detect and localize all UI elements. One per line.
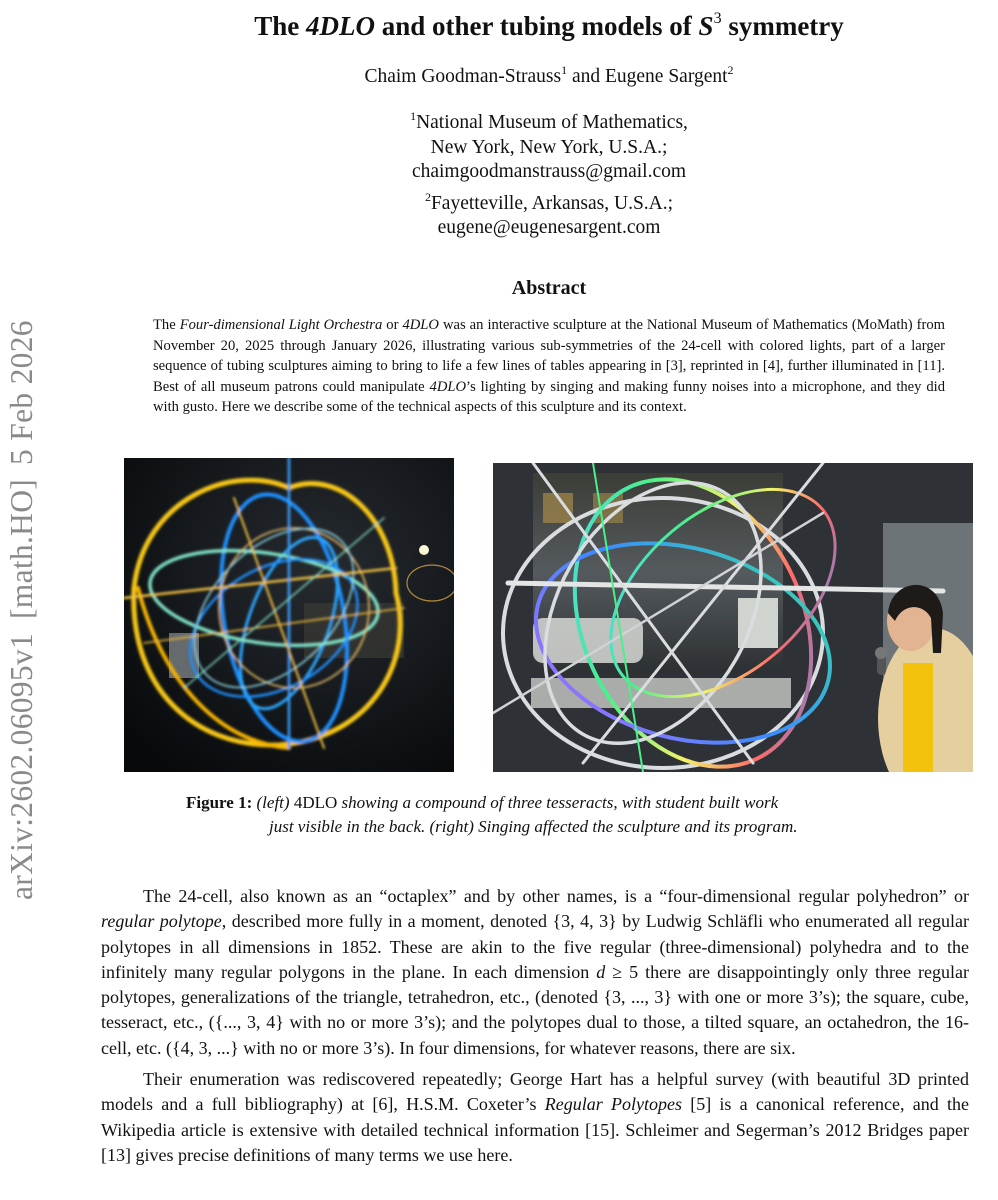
paragraph [101, 1067, 969, 1168]
title-italic-4dlo: 4DLO [305, 11, 375, 41]
sculpture-yellow-blue-illustration [124, 458, 454, 772]
affiliation-1-line1 [0, 104, 998, 136]
figure1-right-photo [493, 463, 973, 772]
text-segment-italic: d [596, 961, 606, 982]
body-text [101, 884, 969, 1174]
figure1-left-photo [124, 458, 454, 772]
affiliation-1-email: chaimgoodmanstrauss@gmail.com [411, 161, 687, 182]
abstract-text [153, 315, 945, 418]
affil-text: Fayetteville, Arkansas, U.S.A.; [430, 192, 674, 214]
author-joiner: and [567, 66, 605, 87]
arxiv-identifier-stamp [4, 306, 40, 900]
text-segment: , described more fully in a moment, denoted {3, 4, 3} by Ludwig Schläfli who enumerated all regular polytopes in all dimensions in 1852. These are akin to the five regular (three-dimensional) polyhedra and to the infinitely many regular polygons in the plane. In each dimension [101, 911, 969, 982]
affil-text: National Museum of Mathematics, [416, 112, 688, 133]
caption-segment: 4DLO [289, 793, 342, 812]
caption-segment: showing a compound of three tesseracts, with student built work [341, 793, 779, 812]
abstract-segment: or [382, 317, 403, 333]
author-list [0, 57, 998, 90]
author-name: Chaim Goodman-Strauss [364, 66, 562, 87]
abstract-segment: The [153, 317, 180, 333]
figure-label: Figure 1: [186, 793, 253, 812]
caption-segment: just visible in the back. (right) Singing affected the sculpture and its program. [269, 817, 798, 836]
affil-mark: 1 [410, 109, 417, 123]
paper-title [0, 2, 998, 43]
arxiv-id: arXiv:2602.06095v1 [4, 633, 39, 900]
abstract-segment-italic: Four-dimensional Light Orchestra [179, 317, 383, 333]
text-segment: ≥ 5 there are disappointingly only three regular polytopes, generalizations of the triangle, tetrahedron, etc., (denoted {3, ..., 3} with one or more 3’s); the square, cube, tesseract, etc., ({..., 3, 4} with no or more 3’s); and the polytopes dual to those, a tilted square, an octahedron, the 16-cell, etc. ({4, 3, ...} with no or more 3’s). In four dimensions, for whatever reasons, there are six. [101, 961, 969, 1058]
affiliation-2-line1 [0, 185, 998, 217]
arxiv-date: 5 Feb 2026 [4, 320, 39, 465]
abstract-heading: Abstract [511, 277, 587, 299]
author-affil-mark: 1 [561, 63, 568, 77]
abstract-segment-italic: 4DLO [429, 378, 467, 395]
title-text: symmetry [721, 11, 844, 41]
text-segment-italic: regular polytope [101, 911, 222, 932]
affiliations [0, 104, 998, 241]
text-segment: [5] is a canonical reference, and the Wikipedia article is extensive with detailed technical information [15]. Schleimer and Segerman’s 2012 Bridges paper [13] gives precise definitions of many terms we use here. [101, 1094, 969, 1165]
title-math-s: S [698, 11, 714, 41]
affiliation-1-line2: New York, New York, U.S.A.; [430, 136, 668, 158]
title-text: The [254, 11, 306, 41]
text-segment: Their enumeration was rediscovered repeatedly; George Hart has a helpful survey (with beautiful 3D printed models and a full bibliography) at [6], H.S.M. Coxeter’s [101, 1069, 969, 1115]
caption-segment: (left) [256, 793, 290, 812]
text-segment: The 24-cell, also known as an “octaplex” and by other names, is a “four-dimensional regular polyhedron” or [143, 886, 969, 906]
author-name: Eugene Sargent [604, 66, 728, 87]
abstract-segment-italic: 4DLO [402, 317, 439, 333]
paragraph [101, 884, 969, 1061]
text-segment-italic: Regular Polytopes [544, 1094, 682, 1115]
title-superscript: 3 [713, 10, 722, 27]
affiliation-2-email: eugene@eugenesargent.com [437, 217, 661, 238]
title-text: and other tubing models of [374, 11, 699, 41]
abstract-segment: was an interactive sculpture at the National Museum of Mathematics (MoMath) from November 20, 2025 through January 2026, illustrating various sub-symmetries of the 24-cell with colored lights, part of a larger sequence of tubing sculptures aiming to bring to life a few lines of tables appearing in [3], reprinted in [4], further illuminated in [11]. Best of all museum patrons could manipulate [153, 317, 945, 395]
figure1-caption [186, 791, 946, 839]
affil-mark: 2 [424, 189, 431, 204]
abstract-segment: ’s lighting by singing and making funny noises into a microphone, and they did with gusto. Here we describe some of the technical aspects of this sculpture and its context. [153, 378, 945, 416]
sculpture-rainbow-singer-illustration [493, 463, 973, 772]
arxiv-category: [math.HO] [4, 478, 39, 619]
author-affil-mark: 2 [727, 63, 734, 77]
